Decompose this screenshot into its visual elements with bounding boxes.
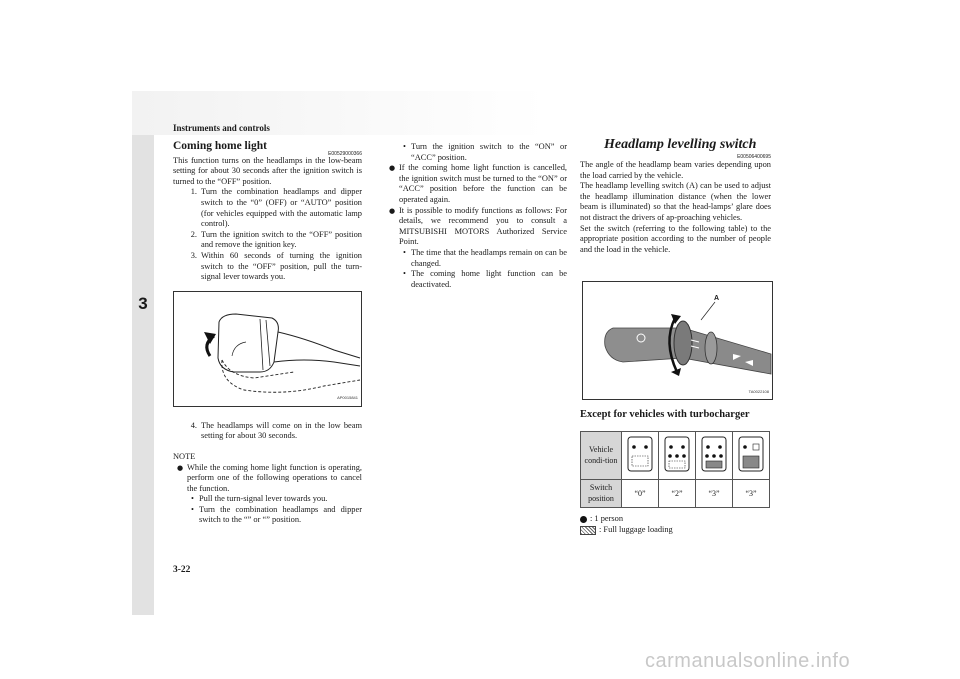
person-dot-icon — [580, 516, 587, 523]
subheading-turbo: Except for vehicles with turbocharger — [580, 409, 750, 421]
table-header-position: Switch position — [581, 480, 622, 508]
table-cell — [733, 432, 770, 480]
figure-label-a: A — [714, 295, 720, 303]
modify-dot-2: • The coming home light function can be deactivated. — [403, 269, 567, 289]
note-dot-1: • Pull the turn-signal lever towards you. — [191, 494, 328, 504]
column-1 — [173, 140, 362, 526]
step-2: 2. Turn the ignition switch to the “OFF” position and remove the ignition key. — [190, 229, 362, 250]
section-title-row — [580, 137, 771, 160]
vehicle-condition-icon — [664, 436, 690, 472]
step-3: 3. Within 60 seconds of turning the ignition switch to the “OFF” position, pull the turn-signal lever towards you. — [190, 250, 362, 282]
switch-illustration — [583, 282, 772, 399]
page-number: 3-22 — [173, 565, 191, 575]
table-cell — [696, 432, 733, 480]
table-header-condition: Vehicle condi-tion — [581, 432, 622, 480]
turn-signal-lever-figure — [173, 291, 362, 407]
vehicle-condition-icon — [701, 436, 727, 472]
position-value: “0” — [622, 480, 659, 508]
legend-person: : 1 person — [580, 514, 771, 525]
bullet-cancelled: ● If the coming home light function is cancelled, the ignition switch must be turned to the “ON” or “ACC” position before the function can be operated again. — [385, 163, 567, 205]
note-dot-2: • Turn the combination headlamps and dipper switch to the “” or “” position. — [191, 504, 362, 525]
luggage-hatch-icon — [580, 526, 596, 535]
bullet-modify: ● It is possible to modify functions as follows: For details, we recommend you to consult a MITSUBISHI MOTORS Authorized Service Point. — [385, 206, 567, 248]
position-value: “3” — [733, 480, 770, 508]
position-value: “2” — [659, 480, 696, 508]
levelling-table — [580, 431, 770, 508]
vehicle-condition-icon — [627, 436, 653, 472]
modify-dot-1: • The time that the headlamps remain on can be changed. — [403, 247, 567, 268]
para-3: Set the switch (referring to the following table) to the appropriate position according to the number of people and the load in the vehicle. — [580, 223, 771, 254]
note-bullet: ● While the coming home light function is operating, perform one of the following operations to cancel the function. — [173, 463, 362, 495]
section-code: E00506400695 — [737, 154, 771, 160]
column-3 — [580, 137, 771, 536]
step-1: 1. Turn the combination headlamps and dipper switch to the “0” (OFF) or “AUTO” position (for vehicles equipped with the automatic lamp control). — [190, 187, 362, 229]
lever-pull-illustration — [174, 292, 361, 406]
watermark: carmanualsonline.info — [645, 650, 851, 672]
bullet-icon: ● — [176, 463, 184, 472]
para-1: The angle of the headlamp beam varies depending upon the load carried by the vehicle. — [580, 160, 771, 180]
figure-id: TA0022108 — [748, 388, 769, 394]
chapter-tab — [132, 135, 154, 615]
position-value: “3” — [696, 480, 733, 508]
vehicle-condition-icon — [738, 436, 764, 472]
legend-luggage: : Full luggage loading — [580, 525, 771, 536]
bullet-icon: ● — [388, 164, 396, 173]
intro-text: This function turns on the headlamps in the low-beam setting for about 30 seconds after the ignition switch is turned to the “OFF” position. — [173, 155, 362, 186]
note-label: NOTE — [173, 451, 196, 461]
bullet-icon: ● — [388, 206, 396, 215]
step-4: 4. The headlamps will come on in the low beam setting for about 30 seconds. — [190, 420, 362, 441]
section-code: E00529000366 — [328, 151, 362, 157]
column-2 — [385, 142, 567, 290]
section-title-levelling: Headlamp levelling switch — [604, 137, 757, 152]
table-cell — [622, 432, 659, 480]
table-cell — [659, 432, 696, 480]
chapter-number: 3 — [138, 294, 148, 313]
running-head: Instruments and controls — [173, 123, 270, 133]
figure-id: AP0015841 — [337, 395, 358, 401]
ignition-dot: • Turn the ignition switch to the “ON” or “ACC” position. — [403, 142, 567, 162]
levelling-switch-figure — [582, 281, 773, 400]
section-title-coming-home: Coming home light — [173, 140, 267, 152]
para-2: The headlamp levelling switch (A) can be used to adjust the headlamp illumination distance (when the lower beam is illuminated) so that the head-lamps’ glare does not distract the drivers of ap-proaching vehicles. — [580, 181, 771, 222]
